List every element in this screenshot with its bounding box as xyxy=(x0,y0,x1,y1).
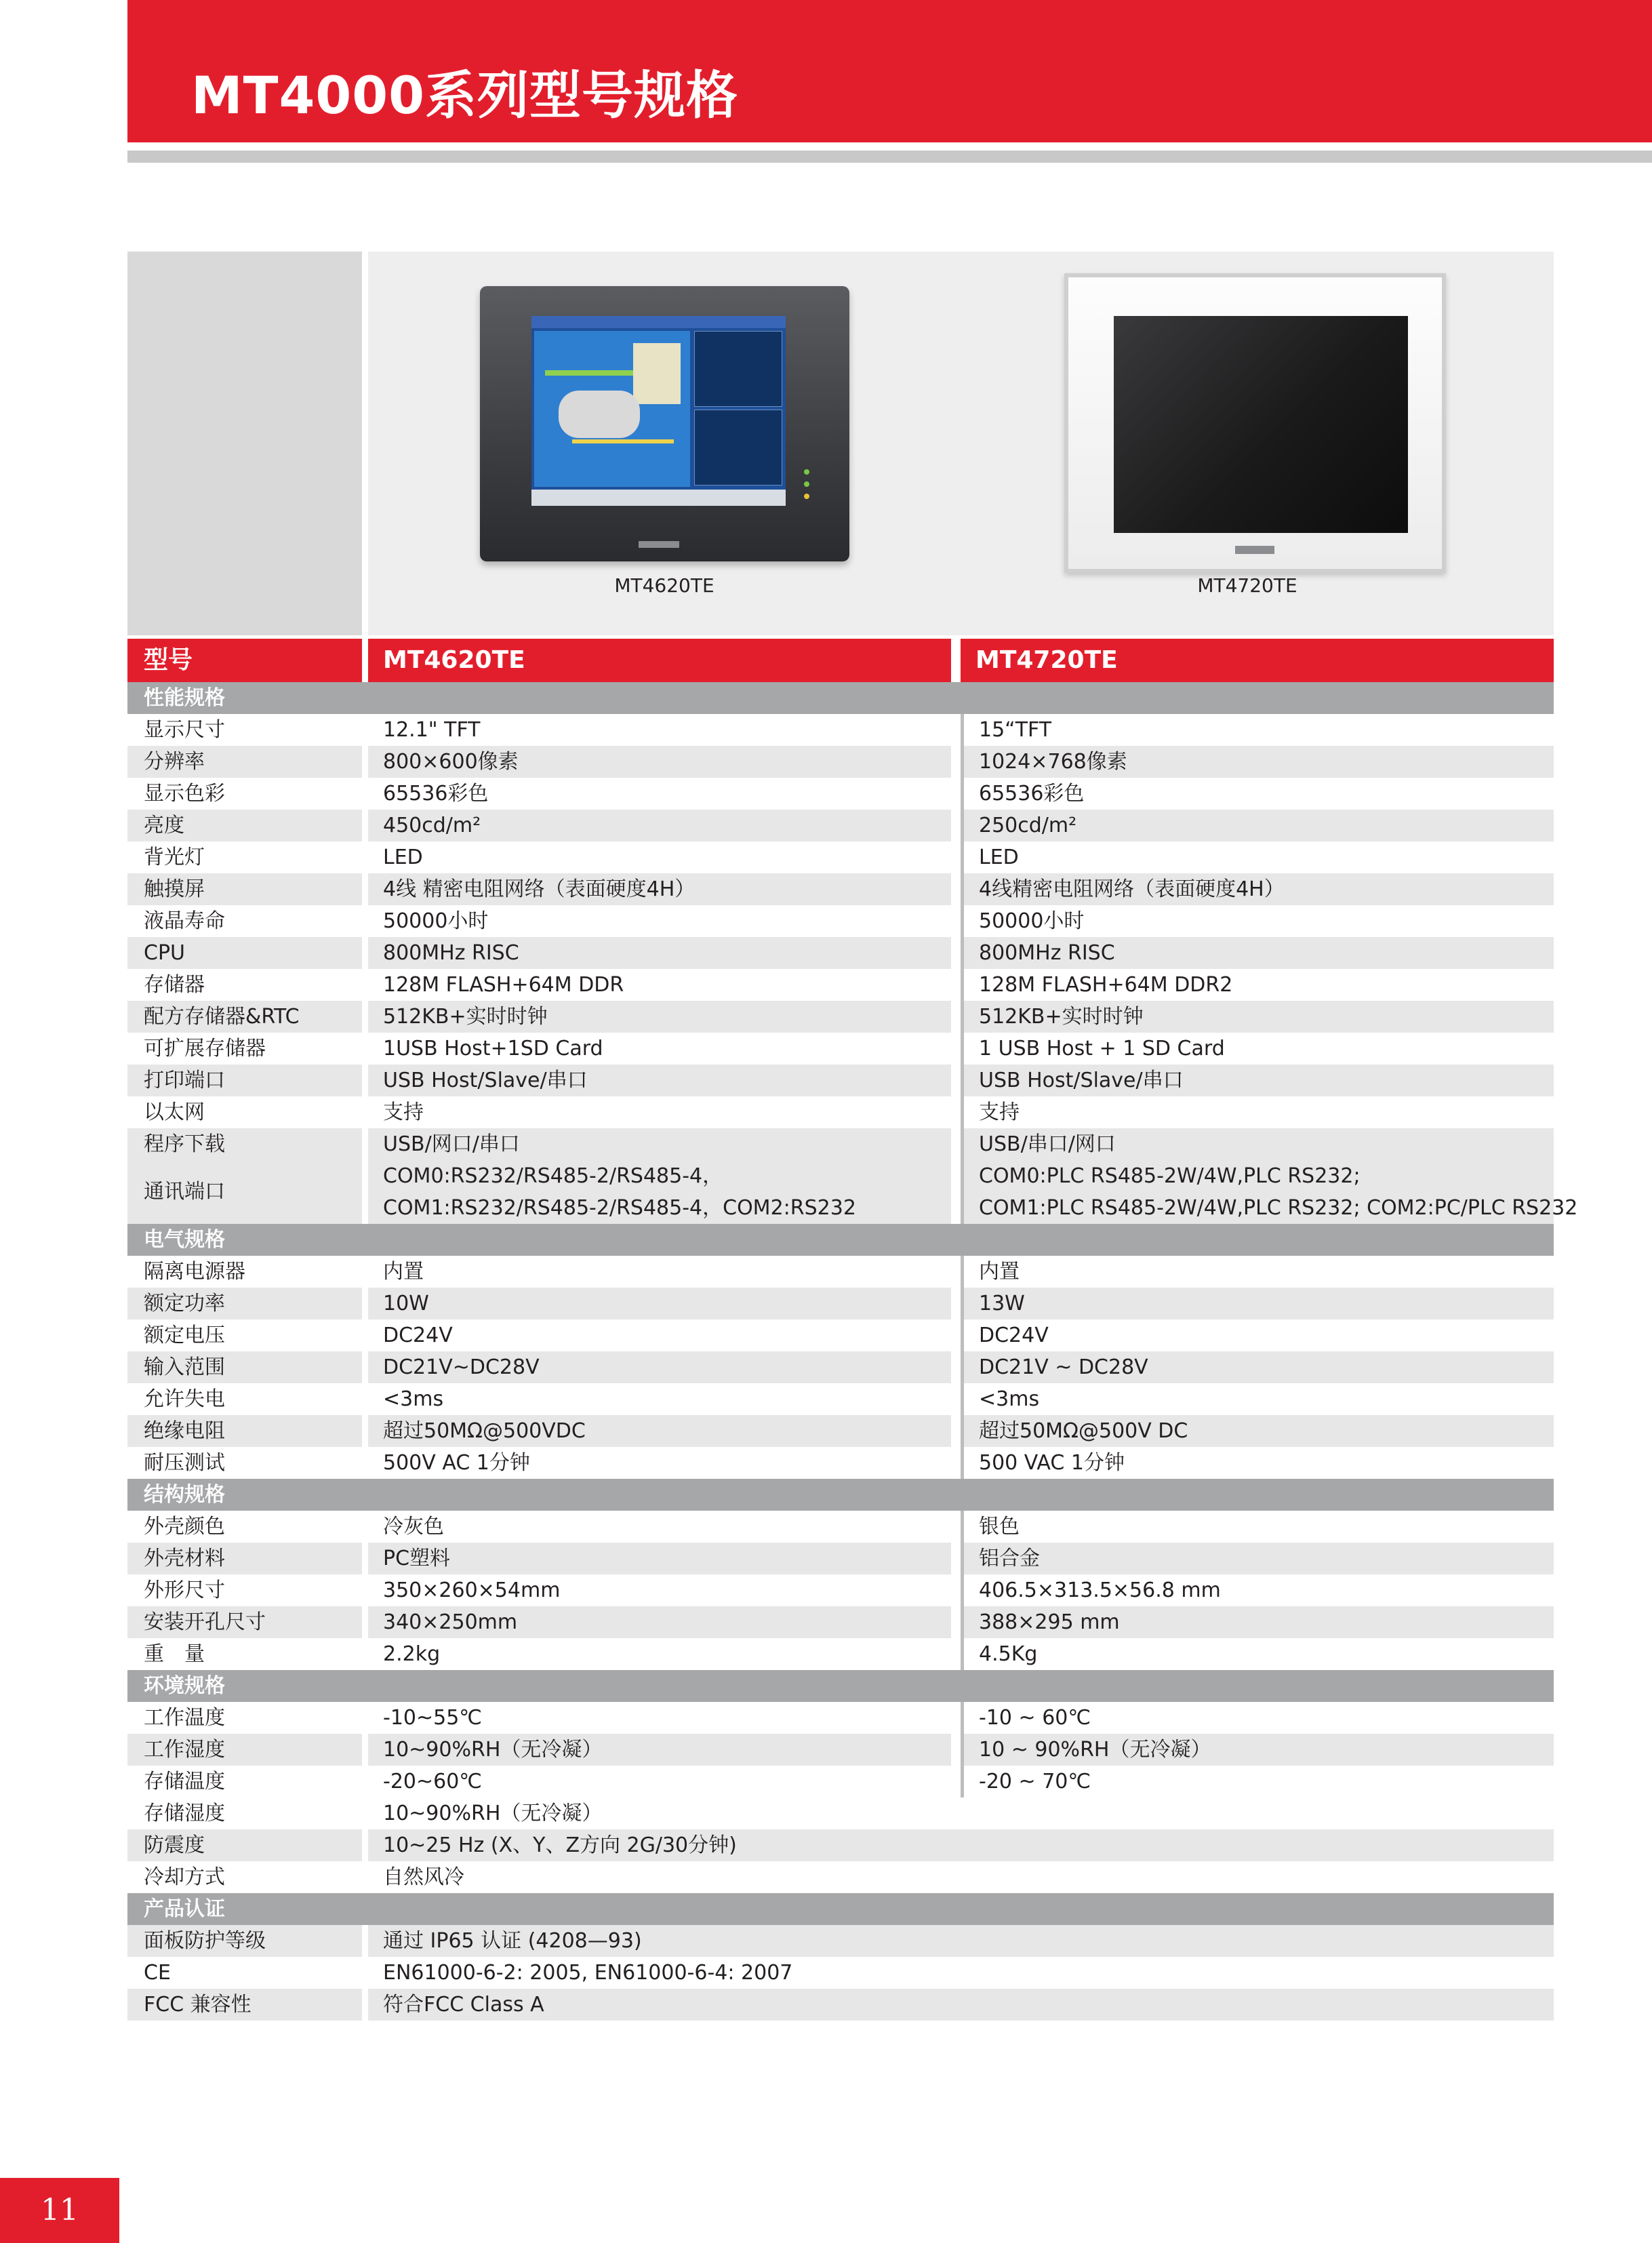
table-row xyxy=(127,1989,1554,2021)
row-label: 外壳颜色 xyxy=(127,1511,362,1543)
row-label: 工作湿度 xyxy=(127,1734,362,1766)
row-value-a: 340×250mm xyxy=(368,1606,951,1638)
table-header-row xyxy=(127,639,1554,682)
header-model-b: MT4720TE xyxy=(961,639,1554,682)
table-row xyxy=(127,1383,1554,1415)
header-divider xyxy=(127,151,1652,163)
header-model-a: MT4620TE xyxy=(368,639,951,682)
row-label: 存储湿度 xyxy=(127,1798,362,1829)
table-row xyxy=(127,1096,1554,1128)
section-environment: 环境规格 xyxy=(127,1670,1554,1702)
row-value-a: 1USB Host+1SD Card xyxy=(368,1033,951,1065)
row-value: 10~25 Hz (X、Y、Z方向 2G/30分钟) xyxy=(368,1829,1554,1861)
row-value-a: USB Host/Slave/串口 xyxy=(368,1065,951,1096)
row-label: 绝缘电阻 xyxy=(127,1415,362,1447)
hmi-bezel-dark xyxy=(480,286,849,561)
row-value-a: 350×260×54mm xyxy=(368,1574,951,1606)
row-value-b: 128M FLASH+64M DDR2 xyxy=(961,969,1554,1001)
row-label: FCC 兼容性 xyxy=(127,1989,362,2021)
row-value-b: 13W xyxy=(961,1288,1554,1319)
row-label: 外形尺寸 xyxy=(127,1574,362,1606)
caption-mt4620te: MT4620TE xyxy=(614,574,714,597)
page-number: 11 xyxy=(41,2193,79,2227)
row-value-a: 支持 xyxy=(368,1096,951,1128)
table-row xyxy=(127,1415,1554,1447)
row-value-b: LED xyxy=(961,841,1554,873)
section-certification: 产品认证 xyxy=(127,1893,1554,1925)
status-led-icon xyxy=(804,494,809,499)
row-value-b: 银色 xyxy=(961,1511,1554,1543)
row-value-b: 388×295 mm xyxy=(961,1606,1554,1638)
brand-logo xyxy=(1235,546,1274,554)
row-value-a: 128M FLASH+64M DDR xyxy=(368,969,951,1001)
row-label: 背光灯 xyxy=(127,841,362,873)
row-label: 防震度 xyxy=(127,1829,362,1861)
row-label: 存储器 xyxy=(127,969,362,1001)
page-title: MT4000系列型号规格 xyxy=(191,65,738,125)
row-label: 外壳材料 xyxy=(127,1543,362,1574)
table-row xyxy=(127,1829,1554,1861)
row-label: 程序下载 xyxy=(127,1128,362,1160)
header-label: 型号 xyxy=(127,639,362,682)
row-value: 自然风冷 xyxy=(368,1861,1554,1893)
table-row xyxy=(127,1638,1554,1670)
row-label: 存储温度 xyxy=(127,1766,362,1798)
row-value-a: 冷灰色 xyxy=(368,1511,951,1543)
row-value-a: 512KB+实时时钟 xyxy=(368,1001,951,1033)
row-value-a: 2.2kg xyxy=(368,1638,951,1670)
row-value-b: -10 ~ 60℃ xyxy=(961,1702,1554,1734)
table-row xyxy=(127,1351,1554,1383)
row-label: 显示尺寸 xyxy=(127,714,362,746)
row-value-b: 500 VAC 1分钟 xyxy=(961,1447,1554,1479)
row-value-b: USB Host/Slave/串口 xyxy=(961,1065,1554,1096)
status-led-icon xyxy=(804,469,809,475)
caption-mt4720te: MT4720TE xyxy=(1197,574,1297,597)
table-row xyxy=(127,1065,1554,1096)
row-value-a: DC24V xyxy=(368,1319,951,1351)
table-row: 通讯端口 COM0:RS232/RS485-2/RS485-4， COM1:RS232/RS485-2/RS485-4，COM2:RS232 COM0:PLC RS485-2W/4W,PLC RS232; COM1:PLC RS485-2W/4W,PLC RS232; COM2:PC/PLC RS232 xyxy=(127,1160,1554,1224)
page-number-box xyxy=(0,2178,119,2243)
table-row xyxy=(127,841,1554,873)
table-row xyxy=(127,810,1554,841)
row-value: 10~90%RH（无冷凝） xyxy=(368,1798,1554,1829)
row-value-b: 1024×768像素 xyxy=(961,746,1554,778)
row-label: 冷却方式 xyxy=(127,1861,362,1893)
row-value-a: 12.1" TFT xyxy=(368,714,951,746)
table-row xyxy=(127,1925,1554,1957)
section-structure: 结构规格 xyxy=(127,1479,1554,1511)
row-value-b: <3ms xyxy=(961,1383,1554,1415)
row-value-b: DC21V ~ DC28V xyxy=(961,1351,1554,1383)
section-performance: 性能规格 xyxy=(127,682,1554,714)
table-row xyxy=(127,1319,1554,1351)
table-row xyxy=(127,1574,1554,1606)
row-value-b: 15“TFT xyxy=(961,714,1554,746)
table-row xyxy=(127,1861,1554,1893)
row-value-a: PC塑料 xyxy=(368,1543,951,1574)
row-label: 显示色彩 xyxy=(127,778,362,810)
status-led-icon xyxy=(804,481,809,487)
table-row xyxy=(127,746,1554,778)
row-value-b: 10 ~ 90%RH（无冷凝） xyxy=(961,1734,1554,1766)
table-row xyxy=(127,1033,1554,1065)
product-photo-mt4720te xyxy=(1064,273,1446,573)
table-row xyxy=(127,1957,1554,1989)
row-value-a: -20~60℃ xyxy=(368,1766,951,1798)
row-label: 分辨率 xyxy=(127,746,362,778)
row-label: 面板防护等级 xyxy=(127,1925,362,1957)
row-value-a: <3ms xyxy=(368,1383,951,1415)
row-value-b: 支持 xyxy=(961,1096,1554,1128)
row-value-b: 512KB+实时时钟 xyxy=(961,1001,1554,1033)
brand-logo xyxy=(639,541,679,548)
product-image-area xyxy=(127,252,1554,635)
row-value-b: 超过50MΩ@500V DC xyxy=(961,1415,1554,1447)
row-label: 重 量 xyxy=(127,1638,362,1670)
row-label: 液晶寿命 xyxy=(127,905,362,937)
row-label: 耐压测试 xyxy=(127,1447,362,1479)
row-value-b: 65536彩色 xyxy=(961,778,1554,810)
row-value-a: 500V AC 1分钟 xyxy=(368,1447,951,1479)
row-value-b: 4.5Kg xyxy=(961,1638,1554,1670)
row-label: 输入范围 xyxy=(127,1351,362,1383)
row-value: 通过 IP65 认证 (4208—93) xyxy=(368,1925,1554,1957)
row-label: 工作温度 xyxy=(127,1702,362,1734)
hmi-bezel-silver xyxy=(1064,273,1446,573)
image-label-cell xyxy=(127,252,362,635)
table-row xyxy=(127,1734,1554,1766)
row-value-b: 50000小时 xyxy=(961,905,1554,937)
row-value-a: 4线 精密电阻网络（表面硬度4H） xyxy=(368,873,951,905)
row-value-a: 800×600像素 xyxy=(368,746,951,778)
row-value-b: 1 USB Host + 1 SD Card xyxy=(961,1033,1554,1065)
row-label: 以太网 xyxy=(127,1096,362,1128)
row-value-a: LED xyxy=(368,841,951,873)
table-row xyxy=(127,873,1554,905)
table-row xyxy=(127,1128,1554,1160)
row-value-b: 4线精密电阻网络（表面硬度4H） xyxy=(961,873,1554,905)
row-value-a: 超过50MΩ@500VDC xyxy=(368,1415,951,1447)
row-value-b: 800MHz RISC xyxy=(961,937,1554,969)
row-label: 额定电压 xyxy=(127,1319,362,1351)
row-value: EN61000-6-2: 2005, EN61000-6-4: 2007 xyxy=(368,1957,1554,1989)
row-value-b: -20 ~ 70℃ xyxy=(961,1766,1554,1798)
table-row xyxy=(127,1447,1554,1479)
table-row xyxy=(127,1798,1554,1829)
table-row xyxy=(127,937,1554,969)
hmi-screen-blank xyxy=(1114,316,1408,533)
row-label: 隔离电源器 xyxy=(127,1256,362,1288)
section-electrical: 电气规格 xyxy=(127,1224,1554,1256)
row-value-a: 10~90%RH（无冷凝） xyxy=(368,1734,951,1766)
row-value-b: 铝合金 xyxy=(961,1543,1554,1574)
hmi-screen-process xyxy=(531,316,786,506)
row-value-b: DC24V xyxy=(961,1319,1554,1351)
table-row xyxy=(127,778,1554,810)
table-row xyxy=(127,1543,1554,1574)
row-value-a: 800MHz RISC xyxy=(368,937,951,969)
row-value-a: 50000小时 xyxy=(368,905,951,937)
product-photo-mt4620te xyxy=(480,286,849,561)
row-value-a: DC21V~DC28V xyxy=(368,1351,951,1383)
row-label: 安装开孔尺寸 xyxy=(127,1606,362,1638)
row-label: 可扩展存储器 xyxy=(127,1033,362,1065)
table-row xyxy=(127,905,1554,937)
spec-table xyxy=(127,639,1578,2021)
row-value-a: 内置 xyxy=(368,1256,951,1288)
row-value-a: 65536彩色 xyxy=(368,778,951,810)
table-row xyxy=(127,1001,1554,1033)
table-row xyxy=(127,1606,1554,1638)
table-row xyxy=(127,1702,1554,1734)
row-label: CPU xyxy=(127,937,362,969)
row-label: 亮度 xyxy=(127,810,362,841)
row-label: 触摸屏 xyxy=(127,873,362,905)
row-label: 打印端口 xyxy=(127,1065,362,1096)
row-value-b: 250cd/m² xyxy=(961,810,1554,841)
row-value-a: 10W xyxy=(368,1288,951,1319)
table-row xyxy=(127,714,1554,746)
row-label: 允许失电 xyxy=(127,1383,362,1415)
table-row xyxy=(127,1511,1554,1543)
row-value-a: -10~55℃ xyxy=(368,1702,951,1734)
row-value-b: USB/串口/网口 xyxy=(961,1128,1554,1160)
table-row xyxy=(127,1766,1554,1798)
row-value-a: 450cd/m² xyxy=(368,810,951,841)
row-value-a: USB/网口/串口 xyxy=(368,1128,951,1160)
row-value: 符合FCC Class A xyxy=(368,1989,1554,2021)
table-row xyxy=(127,969,1554,1001)
table-row xyxy=(127,1288,1554,1319)
row-value-b: 内置 xyxy=(961,1256,1554,1288)
row-label: CE xyxy=(127,1957,362,1989)
row-value-b: 406.5×313.5×56.8 mm xyxy=(961,1574,1554,1606)
row-label: 额定功率 xyxy=(127,1288,362,1319)
table-row xyxy=(127,1256,1554,1288)
row-label: 配方存储器&RTC xyxy=(127,1001,362,1033)
